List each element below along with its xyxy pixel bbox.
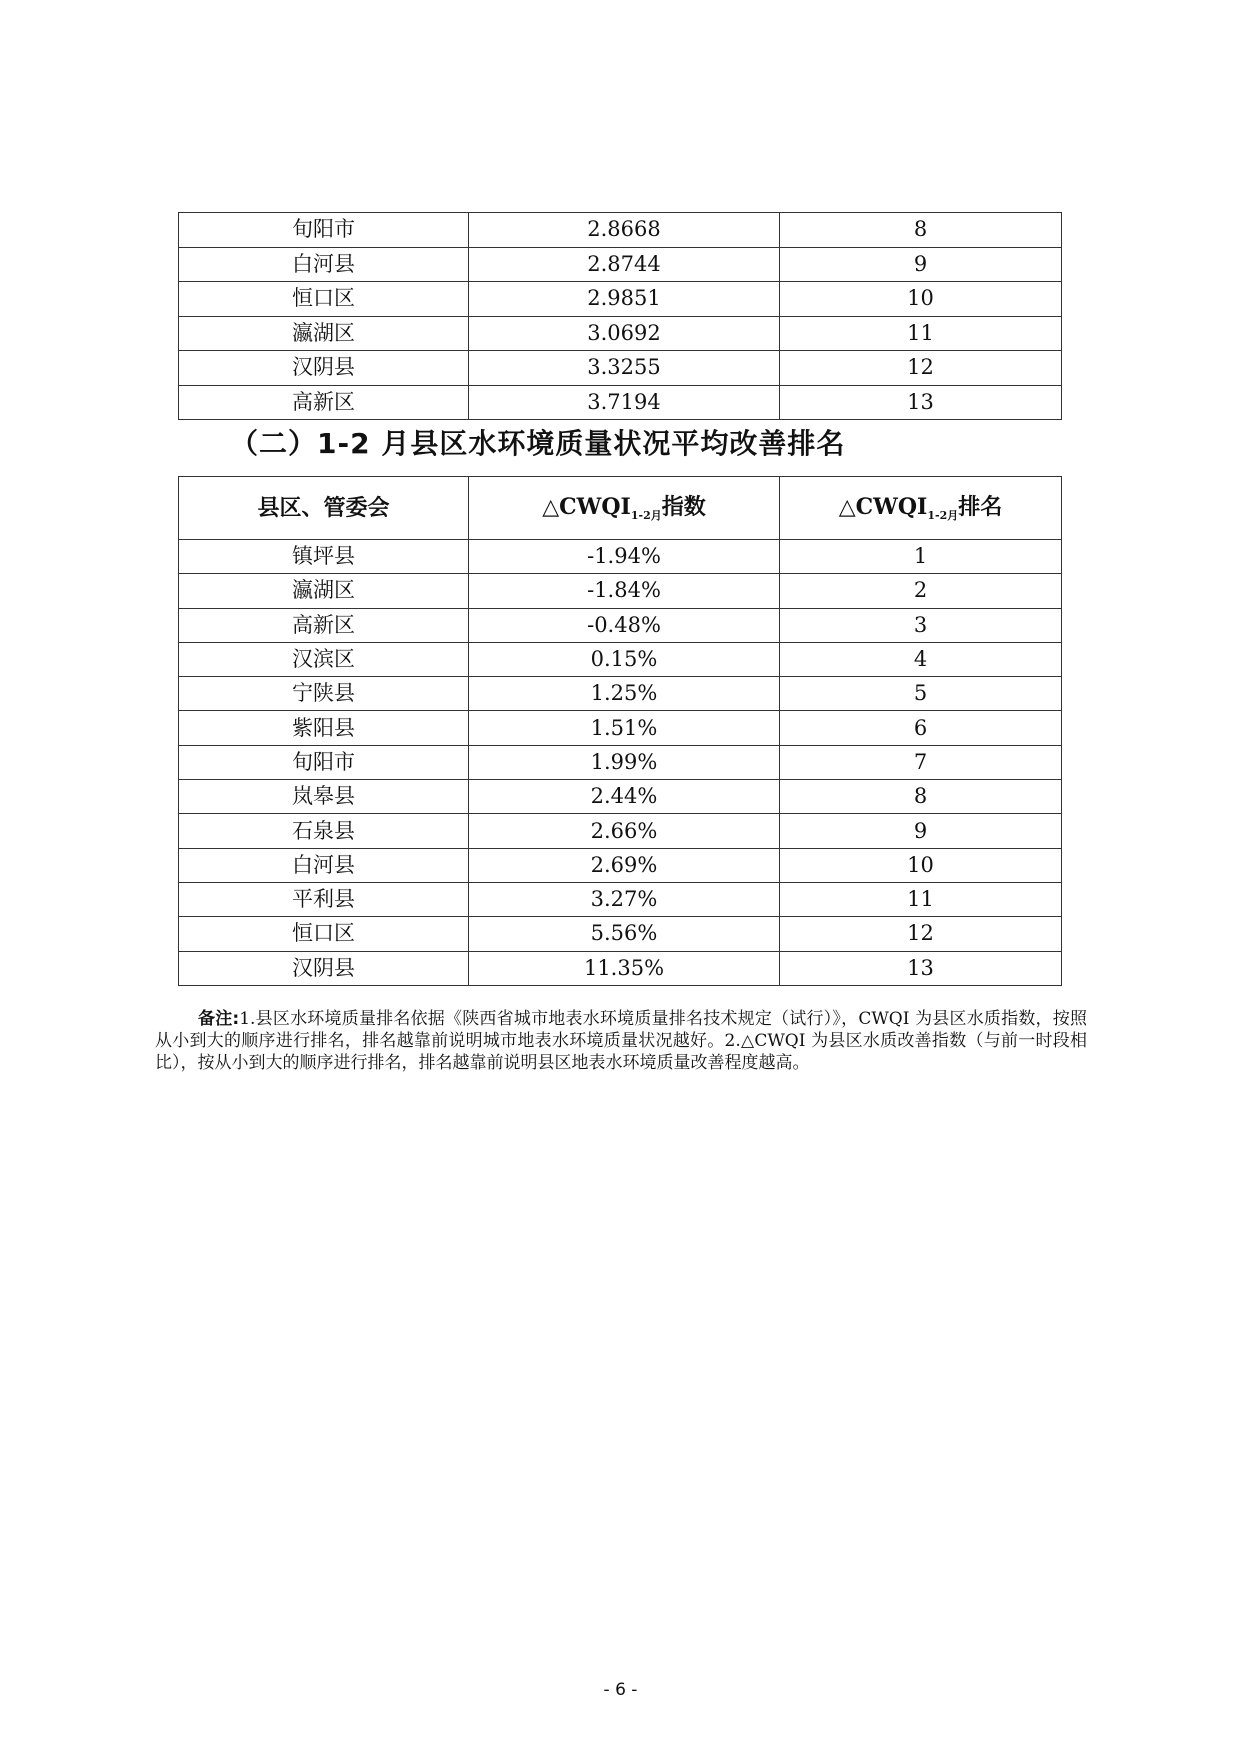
rank-cell: 11 (780, 882, 1062, 916)
cwqi-value-cell: 2.8668 (469, 213, 780, 248)
rank-cell: 7 (780, 745, 1062, 779)
rank-cell: 5 (780, 677, 1062, 711)
county-cell: 汉阴县 (179, 951, 469, 985)
delta-index-cell: 1.51% (469, 711, 780, 745)
section-heading: （二）1-2 月县区水环境质量状况平均改善排名 (230, 427, 846, 460)
county-cell: 宁陕县 (179, 677, 469, 711)
rank-cell: 3 (780, 608, 1062, 642)
header-prefix: △CWQI (542, 493, 631, 520)
rank-cell: 10 (780, 848, 1062, 882)
rank-cell: 12 (780, 917, 1062, 951)
table-row (179, 780, 1062, 814)
county-cell: 汉阴县 (179, 351, 469, 386)
table-row (179, 540, 1062, 574)
rank-cell: 13 (780, 385, 1062, 420)
table-row (179, 608, 1062, 642)
rank-cell: 4 (780, 642, 1062, 676)
county-cell: 白河县 (179, 247, 469, 282)
table-row (179, 745, 1062, 779)
improvement-ranking-table (178, 476, 1062, 986)
rank-cell: 13 (780, 951, 1062, 985)
county-cell: 旬阳市 (179, 213, 469, 248)
table-row (179, 282, 1062, 317)
rank-cell: 10 (780, 282, 1062, 317)
county-cell: 白河县 (179, 848, 469, 882)
delta-index-cell: 1.25% (469, 677, 780, 711)
delta-index-cell: -1.94% (469, 540, 780, 574)
ranking-table-continued (178, 212, 1062, 420)
cwqi-value-cell: 2.9851 (469, 282, 780, 317)
county-cell: 瀛湖区 (179, 316, 469, 351)
footnote-text: 1.县区水环境质量排名依据《陕西省城市地表水环境质量排名技术规定（试行）》，CWQI 为县区水质指数，按照从小到大的顺序进行排名，排名越靠前说明城市地表水环境质量状况越好。2.△CWQI 为县区水质改善指数（与前一时段相比），按从小到大的顺序进行排名，排名越靠前说明县区地表水环境质量改善程度越高。 (155, 1009, 1087, 1073)
cwqi-value-cell: 3.3255 (469, 351, 780, 386)
cwqi-value-cell: 3.7194 (469, 385, 780, 420)
county-cell: 平利县 (179, 882, 469, 916)
delta-index-cell: 1.99% (469, 745, 780, 779)
footnote-label: 备注: (198, 1009, 240, 1029)
delta-index-cell: 0.15% (469, 642, 780, 676)
county-cell: 高新区 (179, 608, 469, 642)
table-row (179, 642, 1062, 676)
county-cell: 高新区 (179, 385, 469, 420)
delta-index-cell: 2.69% (469, 848, 780, 882)
header-subscript: 1-2月 (927, 508, 959, 522)
page-number: - 6 - (603, 1680, 638, 1700)
delta-index-cell: -1.84% (469, 574, 780, 608)
header-subscript: 1-2月 (630, 508, 662, 522)
table-row (179, 574, 1062, 608)
county-cell: 镇坪县 (179, 540, 469, 574)
rank-cell: 11 (780, 316, 1062, 351)
header-suffix: 排名 (958, 493, 1003, 520)
rank-cell: 8 (780, 213, 1062, 248)
cwqi-value-cell: 3.0692 (469, 316, 780, 351)
county-cell: 恒口区 (179, 917, 469, 951)
table-row (179, 385, 1062, 420)
county-cell: 汉滨区 (179, 642, 469, 676)
delta-index-cell: 11.35% (469, 951, 780, 985)
county-cell: 恒口区 (179, 282, 469, 317)
rank-cell: 12 (780, 351, 1062, 386)
table-row (179, 316, 1062, 351)
header-prefix: △CWQI (838, 493, 928, 520)
delta-index-cell: 5.56% (469, 917, 780, 951)
table-row (179, 814, 1062, 848)
rank-cell: 2 (780, 574, 1062, 608)
table-row (179, 882, 1062, 916)
rank-cell: 8 (780, 780, 1062, 814)
table-row (179, 247, 1062, 282)
delta-index-cell: -0.48% (469, 608, 780, 642)
county-cell: 岚皋县 (179, 780, 469, 814)
rank-cell: 6 (780, 711, 1062, 745)
header-delta-cwqi-rank (780, 477, 1062, 540)
table-row (179, 951, 1062, 985)
delta-index-cell: 3.27% (469, 882, 780, 916)
delta-index-cell: 2.66% (469, 814, 780, 848)
county-cell: 瀛湖区 (179, 574, 469, 608)
header-county: 县区、管委会 (179, 477, 469, 540)
table-row (179, 677, 1062, 711)
table-row (179, 351, 1062, 386)
table-row (179, 917, 1062, 951)
footnote (155, 1008, 1087, 1074)
rank-cell: 9 (780, 247, 1062, 282)
rank-cell: 9 (780, 814, 1062, 848)
rank-cell: 1 (780, 540, 1062, 574)
cwqi-value-cell: 2.8744 (469, 247, 780, 282)
county-cell: 旬阳市 (179, 745, 469, 779)
county-cell: 石泉县 (179, 814, 469, 848)
table-row (179, 848, 1062, 882)
table-row (179, 711, 1062, 745)
table-header-row (179, 477, 1062, 540)
table-row (179, 213, 1062, 248)
header-delta-cwqi-index (469, 477, 780, 540)
header-suffix: 指数 (661, 493, 706, 520)
delta-index-cell: 2.44% (469, 780, 780, 814)
county-cell: 紫阳县 (179, 711, 469, 745)
